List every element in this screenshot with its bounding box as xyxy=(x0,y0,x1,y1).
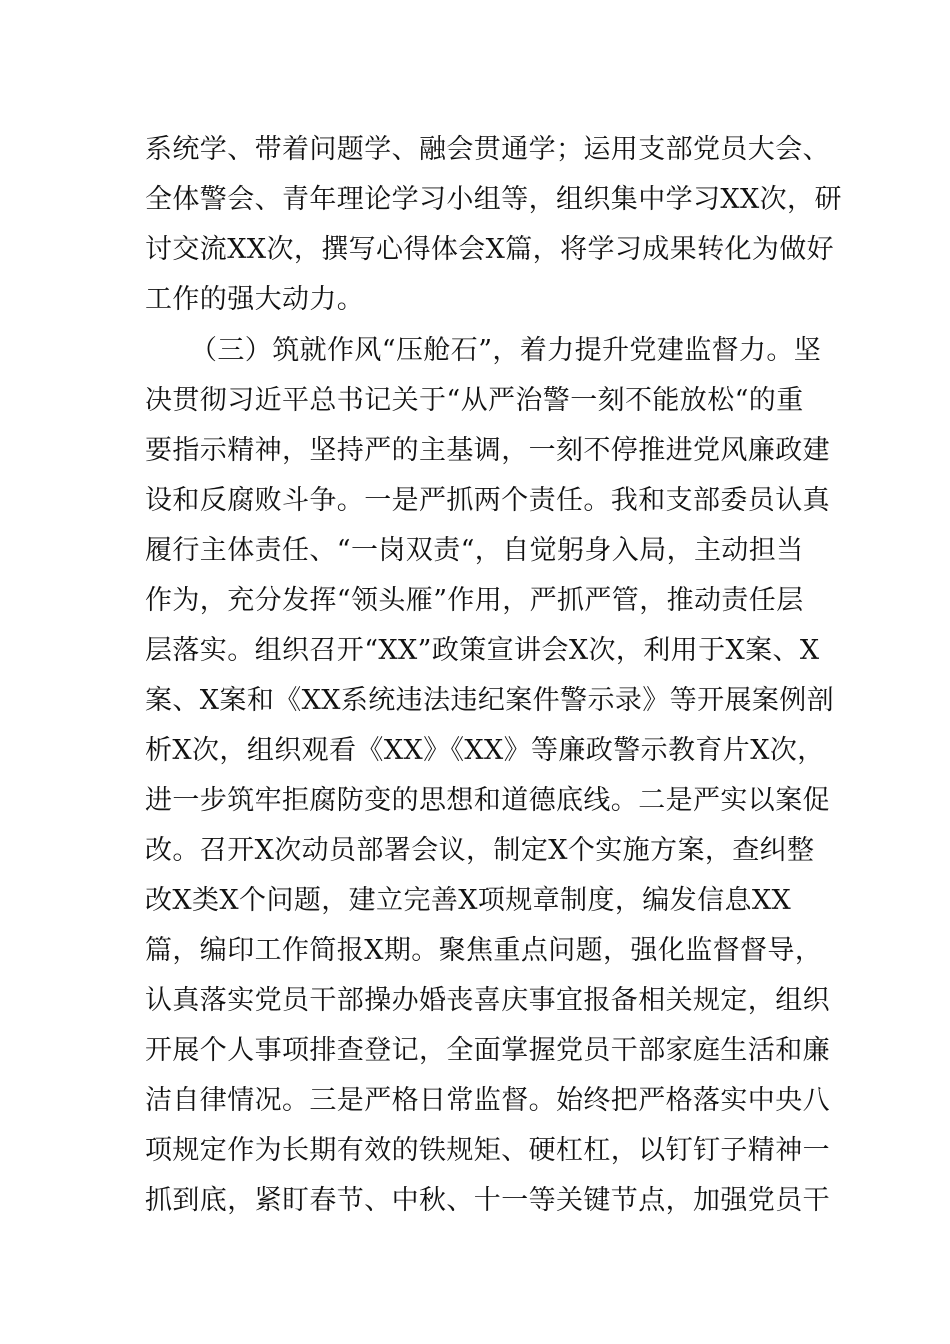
paragraph-line: 作为，充分发挥“领头雁”作用，严抓严管，推动责任层 xyxy=(145,585,804,616)
paragraph-line: 系统学、带着问题学、融会贯通学；运用支部党员大会、 xyxy=(145,134,830,165)
paragraph-line: 决贯彻习近平总书记关于“从严治警一刻不能放松“的重 xyxy=(145,385,804,416)
paragraph-line: 设和反腐败斗争。一是严抓两个责任。我和支部委员认真 xyxy=(145,485,830,516)
paragraph-line: 开展个人事项排查登记，全面掌握党员干部家庭生活和廉 xyxy=(145,1035,830,1066)
paragraph-line: 进一步筑牢拒腐防变的思想和道德底线。二是严实以案促 xyxy=(145,785,830,816)
paragraph-line: 篇，编印工作简报X期。聚焦重点问题，强化监督督导， xyxy=(145,935,823,966)
paragraph-line: 要指示精神，坚持严的主基调，一刻不停推进党风廉政建 xyxy=(145,435,830,466)
paragraph-line: 析X次，组织观看《XX》《XX》等廉政警示教育片X次， xyxy=(145,735,825,766)
paragraph-line: 案、X案和《XX系统违法违纪案件警示录》等开展案例剖 xyxy=(145,685,835,716)
paragraph-line: 改。召开X次动员部署会议，制定X个实施方案，查纠整 xyxy=(145,835,815,866)
paragraph-line: 工作的强大动力。 xyxy=(145,284,365,315)
paragraph-line: 项规定作为长期有效的铁规矩、硬杠杠，以钉钉子精神一 xyxy=(145,1135,830,1166)
paragraph-line: 全体警会、青年理论学习小组等，组织集中学习XX次，研 xyxy=(145,184,842,215)
paragraph-line: 履行主体责任、“一岗双责“，自觉躬身入局，主动担当 xyxy=(145,535,804,566)
paragraph-line: 改X类X个问题，建立完善X项规章制度，编发信息XX xyxy=(145,885,792,916)
paragraph-line: 层落实。组织召开“XX”政策宣讲会X次，利用于X案、X xyxy=(145,635,820,666)
paragraph-line: 抓到底，紧盯春节、中秋、十一等关键节点，加强党员干 xyxy=(145,1185,830,1216)
paragraph-line: 认真落实党员干部操办婚丧喜庆事宜报备相关规定，组织 xyxy=(145,985,830,1016)
paragraph-line: 讨交流XX次，撰写心得体会X篇，将学习成果转化为做好 xyxy=(145,234,835,265)
paragraph-line: 洁自律情况。三是严格日常监督。始终把严格落实中央八 xyxy=(145,1085,830,1116)
section-heading-line: （三）筑就作风“压舱石”，着力提升党建监督力。坚 xyxy=(190,335,822,366)
